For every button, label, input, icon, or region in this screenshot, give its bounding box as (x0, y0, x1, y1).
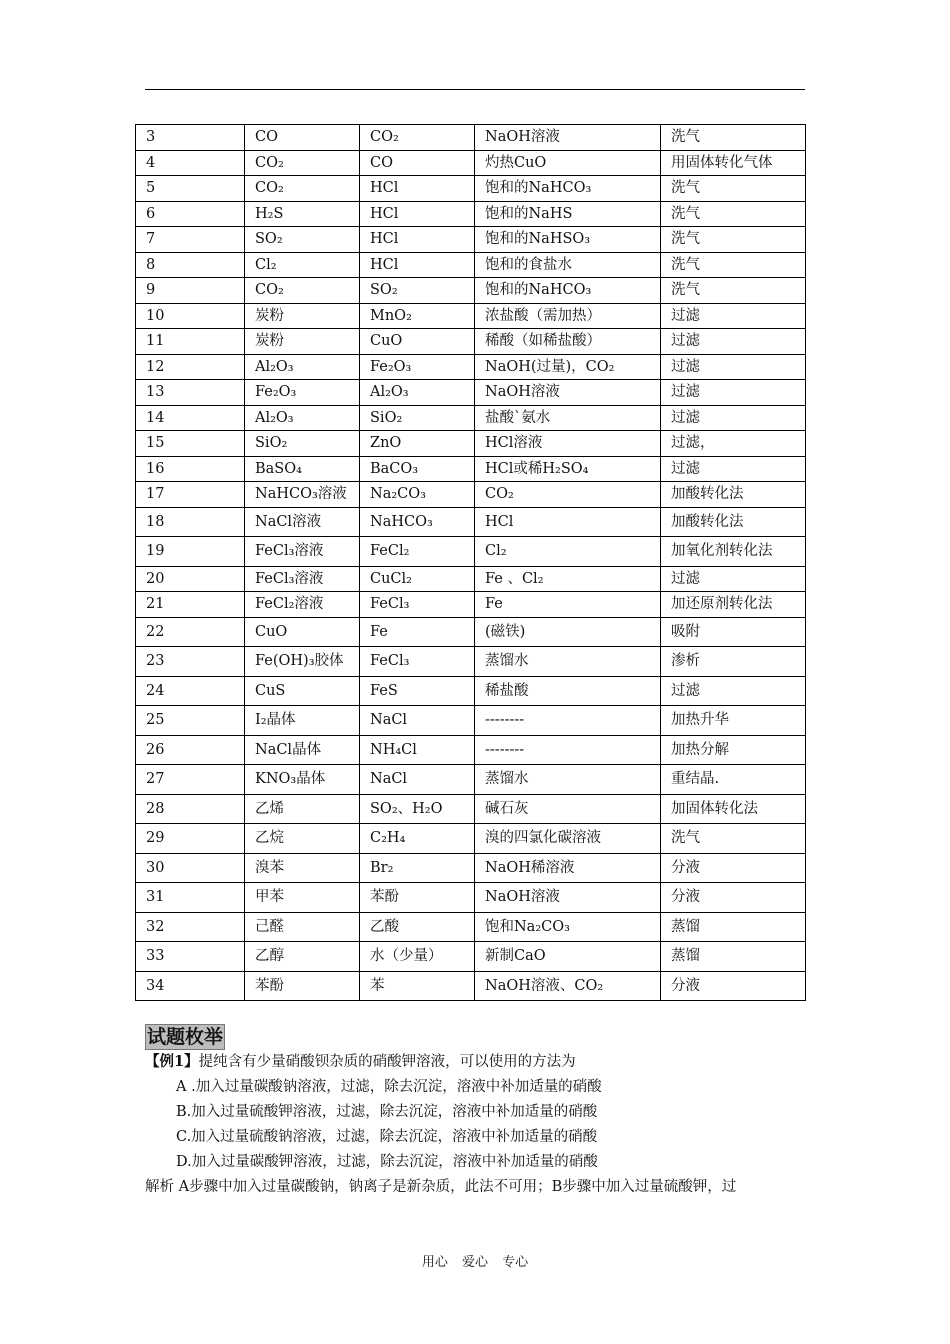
cell-method: 用固体转化气体 (661, 150, 806, 176)
cell-impurity: 乙酸 (360, 912, 475, 942)
cell-substance: BaSO₄ (245, 456, 360, 482)
cell-method: 蒸馏 (661, 942, 806, 972)
cell-substance: 己醛 (245, 912, 360, 942)
cell-substance: Al₂O₃ (245, 354, 360, 380)
cell-impurity: MnO₂ (360, 303, 475, 329)
table-row (136, 482, 806, 508)
cell-substance: CuS (245, 676, 360, 706)
cell-impurity: HCl (360, 252, 475, 278)
cell-reagent: -------- (475, 706, 661, 736)
cell-impurity: CO₂ (360, 125, 475, 151)
cell-impurity: 苯酚 (360, 883, 475, 913)
cell-index: 12 (136, 354, 245, 380)
cell-reagent: NaOH(过量)，CO₂ (475, 354, 661, 380)
cell-reagent: -------- (475, 735, 661, 765)
cell-method: 过滤 (661, 303, 806, 329)
separation-table (135, 124, 806, 1001)
table-row (136, 329, 806, 355)
cell-reagent: 饱和Na₂CO₃ (475, 912, 661, 942)
cell-method: 吸附 (661, 617, 806, 647)
cell-reagent: 灼热CuO (475, 150, 661, 176)
cell-reagent: 饱和的NaHCO₃ (475, 278, 661, 304)
cell-impurity: HCl (360, 227, 475, 253)
cell-reagent: 溴的四氯化碳溶液 (475, 824, 661, 854)
cell-index: 22 (136, 617, 245, 647)
cell-substance: 炭粉 (245, 329, 360, 355)
cell-impurity: NH₄Cl (360, 735, 475, 765)
cell-method: 过滤 (661, 676, 806, 706)
cell-index: 16 (136, 456, 245, 482)
cell-impurity: SO₂、H₂O (360, 794, 475, 824)
cell-index: 7 (136, 227, 245, 253)
cell-method: 分液 (661, 971, 806, 1001)
example-tag: 【例1】 (145, 1053, 199, 1070)
cell-reagent: NaOH溶液 (475, 125, 661, 151)
cell-impurity: Fe₂O₃ (360, 354, 475, 380)
example-question: 提纯含有少量硝酸钡杂质的硝酸钾溶液，可以使用的方法为 (198, 1054, 576, 1070)
cell-impurity: FeS (360, 676, 475, 706)
table-row (136, 456, 806, 482)
table-row (136, 824, 806, 854)
cell-impurity: HCl (360, 201, 475, 227)
cell-index: 20 (136, 566, 245, 592)
cell-impurity: Fe (360, 617, 475, 647)
table-row (136, 380, 806, 406)
cell-method: 加还原剂转化法 (661, 592, 806, 618)
cell-impurity: Br₂ (360, 853, 475, 883)
cell-method: 洗气 (661, 125, 806, 151)
cell-reagent: 饱和的食盐水 (475, 252, 661, 278)
cell-reagent: 饱和的NaHS (475, 201, 661, 227)
cell-index: 27 (136, 765, 245, 795)
cell-index: 17 (136, 482, 245, 508)
cell-reagent: (磁铁) (475, 617, 661, 647)
cell-method: 过滤 (661, 329, 806, 355)
table-row (136, 278, 806, 304)
cell-substance: NaCl溶液 (245, 507, 360, 537)
cell-reagent: 碱石灰 (475, 794, 661, 824)
cell-method: 渗析 (661, 647, 806, 677)
analysis-text: 解析 A步骤中加入过量碳酸钠，钠离子是新杂质，此法不可用；B步骤中加入过量硫酸钾，过 (145, 1179, 737, 1195)
cell-substance: KNO₃晶体 (245, 765, 360, 795)
cell-impurity: 水（少量） (360, 942, 475, 972)
table-row (136, 431, 806, 457)
cell-index: 15 (136, 431, 245, 457)
table-row (136, 912, 806, 942)
cell-reagent: 蒸馏水 (475, 647, 661, 677)
cell-substance: 溴苯 (245, 853, 360, 883)
cell-index: 30 (136, 853, 245, 883)
table-row (136, 537, 806, 567)
cell-index: 13 (136, 380, 245, 406)
cell-method: 洗气 (661, 278, 806, 304)
cell-method: 过滤 (661, 456, 806, 482)
cell-reagent: 蒸馏水 (475, 765, 661, 795)
cell-substance: FeCl₃溶液 (245, 537, 360, 567)
cell-method: 洗气 (661, 824, 806, 854)
cell-index: 8 (136, 252, 245, 278)
table-row (136, 303, 806, 329)
cell-reagent: NaOH稀溶液 (475, 853, 661, 883)
cell-index: 14 (136, 405, 245, 431)
table-row (136, 592, 806, 618)
cell-reagent: Cl₂ (475, 537, 661, 567)
cell-reagent: Fe 、Cl₂ (475, 566, 661, 592)
cell-index: 3 (136, 125, 245, 151)
cell-reagent: HCl (475, 507, 661, 537)
cell-substance: H₂S (245, 201, 360, 227)
cell-method: 洗气 (661, 176, 806, 202)
cell-index: 10 (136, 303, 245, 329)
option-c: C.加入过量硫酸钠溶液，过滤，除去沉淀，溶液中补加适量的硝酸 (176, 1129, 598, 1145)
cell-index: 33 (136, 942, 245, 972)
table-row (136, 676, 806, 706)
cell-reagent: Fe (475, 592, 661, 618)
cell-reagent: NaOH溶液 (475, 380, 661, 406)
cell-index: 29 (136, 824, 245, 854)
cell-substance: NaCl晶体 (245, 735, 360, 765)
cell-substance: 乙烷 (245, 824, 360, 854)
cell-substance: FeCl₂溶液 (245, 592, 360, 618)
cell-impurity: NaCl (360, 706, 475, 736)
cell-reagent: 稀酸（如稀盐酸） (475, 329, 661, 355)
cell-method: 加固体转化法 (661, 794, 806, 824)
page-footer: 用心 爱心 专心 (421, 1255, 529, 1270)
table-row (136, 354, 806, 380)
cell-index: 26 (136, 735, 245, 765)
cell-method: 分液 (661, 853, 806, 883)
cell-method: 洗气 (661, 227, 806, 253)
cell-substance: 炭粉 (245, 303, 360, 329)
section-title: 试题枚举 (147, 1026, 224, 1048)
cell-substance: CO (245, 125, 360, 151)
cell-reagent: 饱和的NaHCO₃ (475, 176, 661, 202)
cell-index: 25 (136, 706, 245, 736)
table-row (136, 765, 806, 795)
cell-impurity: SO₂ (360, 278, 475, 304)
example-question-line (145, 1049, 825, 1075)
cell-substance: Fe₂O₃ (245, 380, 360, 406)
cell-reagent: CO₂ (475, 482, 661, 508)
cell-impurity: CO (360, 150, 475, 176)
cell-impurity: ZnO (360, 431, 475, 457)
cell-impurity: HCl (360, 176, 475, 202)
cell-index: 5 (136, 176, 245, 202)
cell-impurity: FeCl₃ (360, 647, 475, 677)
cell-method: 过滤 (661, 566, 806, 592)
cell-impurity: C₂H₄ (360, 824, 475, 854)
cell-method: 加热升华 (661, 706, 806, 736)
cell-index: 32 (136, 912, 245, 942)
cell-reagent: 稀盐酸 (475, 676, 661, 706)
cell-index: 6 (136, 201, 245, 227)
cell-index: 9 (136, 278, 245, 304)
cell-substance: CO₂ (245, 176, 360, 202)
cell-method: 过滤 (661, 380, 806, 406)
cell-substance: Cl₂ (245, 252, 360, 278)
table-row (136, 201, 806, 227)
table-row (136, 176, 806, 202)
cell-index: 23 (136, 647, 245, 677)
cell-substance: SO₂ (245, 227, 360, 253)
table-row (136, 942, 806, 972)
example-block (145, 1049, 825, 1200)
cell-index: 19 (136, 537, 245, 567)
cell-reagent: HCl溶液 (475, 431, 661, 457)
table-row (136, 507, 806, 537)
cell-substance: I₂晶体 (245, 706, 360, 736)
cell-method: 加热分解 (661, 735, 806, 765)
cell-reagent: 浓盐酸（需加热） (475, 303, 661, 329)
table-row (136, 566, 806, 592)
table-row (136, 252, 806, 278)
cell-impurity: Al₂O₃ (360, 380, 475, 406)
cell-index: 18 (136, 507, 245, 537)
cell-substance: Al₂O₃ (245, 405, 360, 431)
cell-substance: 乙烯 (245, 794, 360, 824)
table-body (136, 125, 806, 1001)
cell-method: 加酸转化法 (661, 507, 806, 537)
cell-impurity: NaCl (360, 765, 475, 795)
table-row (136, 125, 806, 151)
table-row (136, 883, 806, 913)
cell-method: 洗气 (661, 201, 806, 227)
table-row (136, 405, 806, 431)
cell-index: 21 (136, 592, 245, 618)
cell-substance: CO₂ (245, 278, 360, 304)
cell-reagent: 饱和的NaHSO₃ (475, 227, 661, 253)
table-row (136, 150, 806, 176)
cell-method: 洗气 (661, 252, 806, 278)
cell-index: 11 (136, 329, 245, 355)
table-row (136, 735, 806, 765)
cell-impurity: BaCO₃ (360, 456, 475, 482)
cell-reagent: 新制CaO (475, 942, 661, 972)
cell-substance: 乙醇 (245, 942, 360, 972)
cell-substance: NaHCO₃溶液 (245, 482, 360, 508)
table-row (136, 853, 806, 883)
cell-substance: CuO (245, 617, 360, 647)
option-d: D.加入过量碳酸钾溶液，过滤，除去沉淀，溶液中补加适量的硝酸 (176, 1154, 598, 1170)
cell-method: 分液 (661, 883, 806, 913)
cell-method: 过滤 (661, 354, 806, 380)
cell-substance: FeCl₃溶液 (245, 566, 360, 592)
cell-reagent: NaOH溶液 (475, 883, 661, 913)
header-rule (145, 89, 805, 90)
cell-substance: 苯酚 (245, 971, 360, 1001)
cell-method: 加氧化剂转化法 (661, 537, 806, 567)
cell-reagent: NaOH溶液、CO₂ (475, 971, 661, 1001)
cell-method: 重结晶. (661, 765, 806, 795)
cell-method: 蒸馏 (661, 912, 806, 942)
cell-impurity: 苯 (360, 971, 475, 1001)
cell-index: 31 (136, 883, 245, 913)
table-row (136, 227, 806, 253)
option-b: B.加入过量硫酸钾溶液，过滤，除去沉淀，溶液中补加适量的硝酸 (176, 1104, 598, 1120)
cell-method: 加酸转化法 (661, 482, 806, 508)
option-a: A .加入过量碳酸钠溶液，过滤，除去沉淀，溶液中补加适量的硝酸 (176, 1079, 602, 1095)
cell-impurity: FeCl₂ (360, 537, 475, 567)
cell-index: 28 (136, 794, 245, 824)
cell-substance: Fe(OH)₃胶体 (245, 647, 360, 677)
cell-impurity: NaHCO₃ (360, 507, 475, 537)
cell-index: 34 (136, 971, 245, 1001)
cell-substance: 甲苯 (245, 883, 360, 913)
cell-index: 24 (136, 676, 245, 706)
cell-index: 4 (136, 150, 245, 176)
cell-reagent: HCl或稀H₂SO₄ (475, 456, 661, 482)
cell-method: 过滤， (661, 431, 806, 457)
table-row (136, 706, 806, 736)
table-row (136, 971, 806, 1001)
cell-method: 过滤 (661, 405, 806, 431)
cell-impurity: SiO₂ (360, 405, 475, 431)
table-row (136, 794, 806, 824)
cell-reagent: 盐酸`氨水 (475, 405, 661, 431)
cell-substance: CO₂ (245, 150, 360, 176)
cell-impurity: CuCl₂ (360, 566, 475, 592)
cell-impurity: FeCl₃ (360, 592, 475, 618)
table-row (136, 617, 806, 647)
table-row (136, 647, 806, 677)
cell-substance: SiO₂ (245, 431, 360, 457)
cell-impurity: Na₂CO₃ (360, 482, 475, 508)
cell-impurity: CuO (360, 329, 475, 355)
